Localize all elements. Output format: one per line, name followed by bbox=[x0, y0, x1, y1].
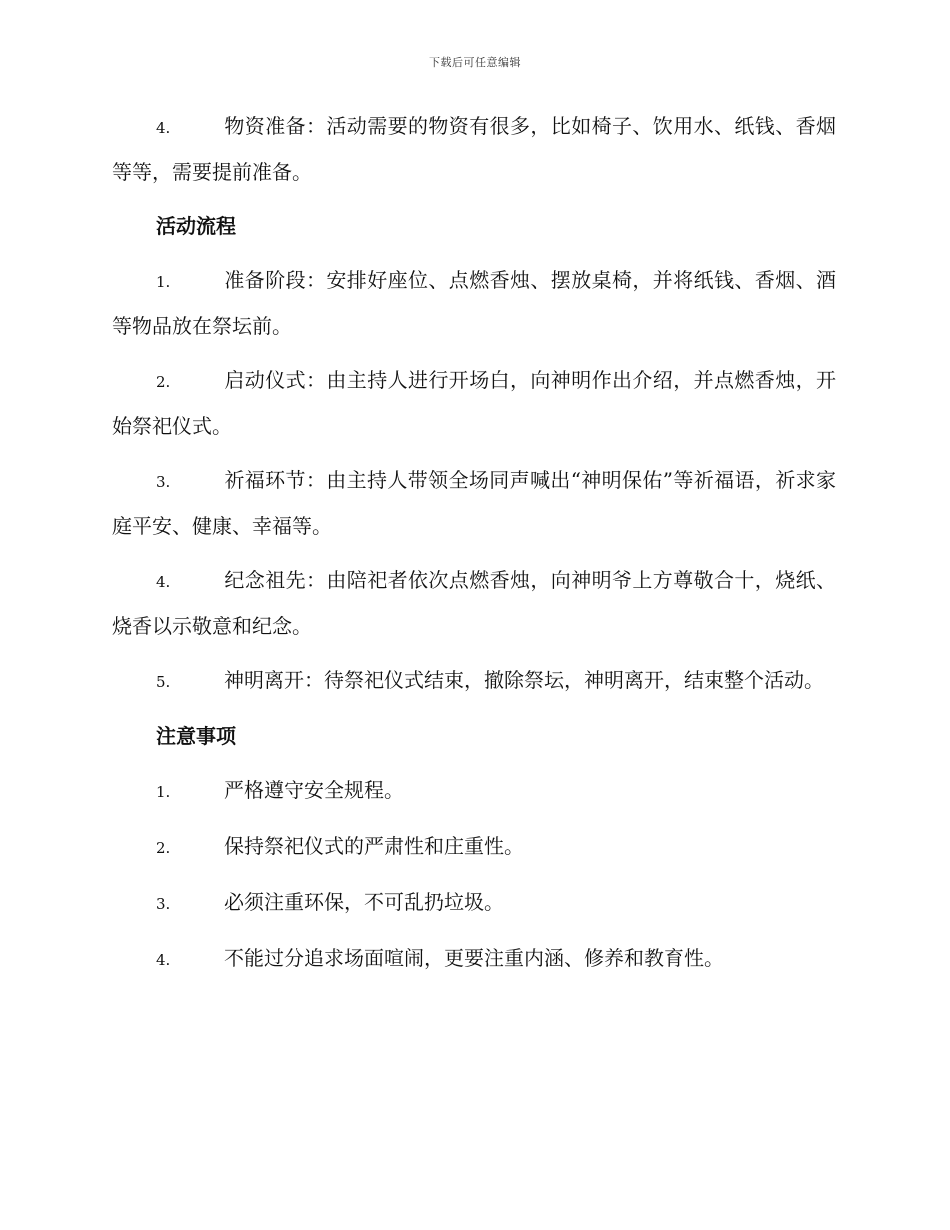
item-text: 物资准备：活动需要的物资有很多，比如椅子、饮用水、纸钱、香烟等等，需要提前准备。 bbox=[112, 114, 836, 184]
item-number: 5. bbox=[156, 673, 171, 691]
item-number: 2. bbox=[156, 373, 171, 391]
item-text: 祈福环节：由主持人带领全场同声喊出“神明保佑”等祈福语，祈求家庭平安、健康、幸福等。 bbox=[112, 468, 836, 538]
section-heading-process: 活动流程 bbox=[156, 214, 236, 238]
list-item bbox=[112, 824, 836, 870]
list-item bbox=[112, 458, 836, 548]
item-number: 3. bbox=[156, 895, 171, 913]
item-number: 4. bbox=[156, 119, 171, 137]
list-item bbox=[112, 936, 836, 982]
item-number: 4. bbox=[156, 573, 171, 591]
item-number: 2. bbox=[156, 839, 171, 857]
section-heading-notes: 注意事项 bbox=[156, 724, 236, 748]
item-text: 严格遵守安全规程。 bbox=[224, 778, 404, 802]
list-item bbox=[112, 104, 836, 194]
page-header: 下载后可任意编辑 bbox=[429, 56, 521, 69]
item-text: 准备阶段：安排好座位、点燃香烛、摆放桌椅，并将纸钱、香烟、酒等物品放在祭坛前。 bbox=[112, 268, 836, 338]
list-item bbox=[112, 358, 836, 448]
item-text: 必须注重环保，不可乱扔垃圾。 bbox=[224, 890, 504, 914]
list-item bbox=[112, 880, 836, 926]
list-item bbox=[112, 768, 836, 814]
item-number: 3. bbox=[156, 473, 171, 491]
item-text: 神明离开：待祭祀仪式结束，撤除祭坛，神明离开，结束整个活动。 bbox=[224, 668, 824, 692]
item-text: 保持祭祀仪式的严肃性和庄重性。 bbox=[224, 834, 524, 858]
item-text: 纪念祖先：由陪祀者依次点燃香烛，向神明爷上方尊敬合十，烧纸、烧香以示敬意和纪念。 bbox=[112, 568, 836, 638]
item-number: 4. bbox=[156, 951, 171, 969]
item-number: 1. bbox=[156, 273, 171, 291]
item-text: 启动仪式：由主持人进行开场白，向神明作出介绍，并点燃香烛，开始祭祀仪式。 bbox=[112, 368, 836, 438]
list-item bbox=[112, 558, 836, 648]
list-item bbox=[112, 658, 836, 704]
item-text: 不能过分追求场面喧闹，更要注重内涵、修养和教育性。 bbox=[224, 946, 724, 970]
list-item bbox=[112, 258, 836, 348]
document-body bbox=[112, 104, 836, 992]
item-number: 1. bbox=[156, 783, 171, 801]
